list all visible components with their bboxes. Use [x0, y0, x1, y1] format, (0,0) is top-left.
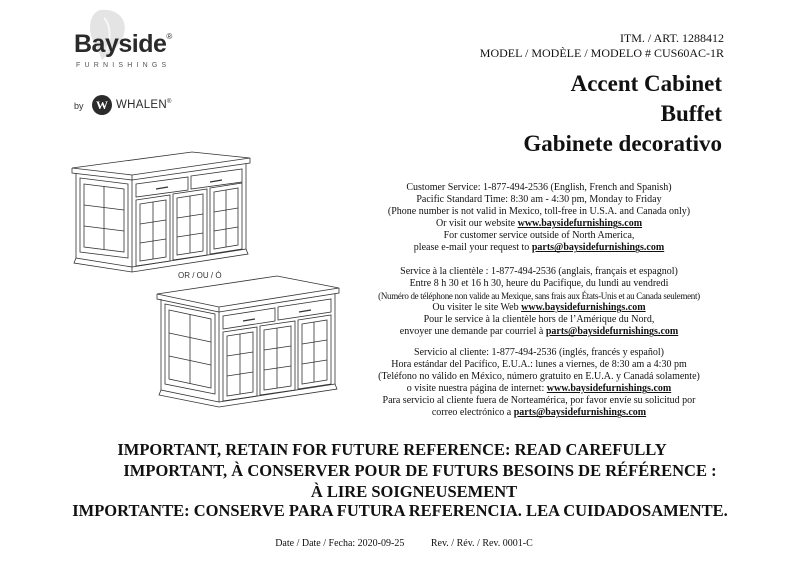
footer-date: Date / Date / Fecha: 2020-09-25: [275, 538, 405, 549]
model-number: MODEL / MODÈLE / MODELO # CUS60AC-1R: [479, 46, 724, 60]
important-notice-french-2: À LIRE SOIGNEUSEMENT: [310, 482, 518, 501]
title-french: Buffet: [660, 101, 722, 126]
or-label: OR / OU / Ó: [178, 271, 222, 280]
website-link[interactable]: www.baysidefurnishings.com: [517, 218, 643, 230]
email-link[interactable]: parts@baysidefurnishings.com: [545, 326, 679, 338]
website-link[interactable]: www.baysidefurnishings.com: [546, 383, 672, 395]
website-link[interactable]: www.baysidefurnishings.com: [521, 302, 646, 314]
service-line: (Phone number is not valid in Mexico, toll-free in U.S.A. and Canada only): [387, 206, 691, 218]
email-link[interactable]: parts@baysidefurnishings.com: [531, 242, 665, 254]
service-line: For customer service outside of North America,: [443, 230, 635, 242]
footer: [0, 538, 808, 549]
cabinet-illustration-bottom: [155, 274, 345, 409]
important-notice-spanish: IMPORTANTE: CONSERVE PARA FUTURA REFERENCIA. LEA CUIDADOSAMENTE.: [72, 501, 728, 520]
brand-name: Bayside®: [74, 30, 172, 58]
email-link[interactable]: parts@baysidefurnishings.com: [513, 407, 647, 419]
customer-service-english: [330, 182, 748, 255]
service-line: please e-mail your request to: [413, 242, 532, 254]
service-line: Ou visiter le site Web: [432, 302, 522, 314]
title-spanish: Gabinete decorativo: [523, 131, 722, 156]
service-line: (Teléfono no válido en México, número gratuito en E.U.A. y Canadá solamente): [378, 371, 700, 383]
cabinet-illustration-top: [70, 148, 260, 273]
title-english: Accent Cabinet: [570, 71, 722, 96]
service-line: Pacific Standard Time: 8:30 am - 4:30 pm, Monday to Friday: [416, 194, 662, 206]
service-line: envoyer une demande par courriel à: [399, 326, 546, 338]
service-line: Para servicio al cliente fuera de Norteamérica, por favor envíe su solicitud por: [382, 395, 696, 407]
service-line: o visite nuestra página de internet:: [406, 383, 547, 395]
service-line: Hora estándar del Pacífico, E.U.A.: lunes a viernes, de 8:30 am a 4:30 pm: [391, 359, 687, 371]
important-notice-french: IMPORTANT, À CONSERVER POUR DE FUTURS BESOINS DE RÉFÉRENCE :: [123, 461, 717, 480]
service-line: correo electrónico a: [431, 407, 514, 419]
by-label: by: [74, 101, 84, 111]
service-line: Servicio al cliente: 1-877-494-2536 (inglés, francés y español): [414, 347, 664, 358]
service-line: (Numéro de téléphone non valide au Mexique, sans frais aux États-Unis et au Canada seulement): [378, 291, 700, 302]
service-line: Entre 8 h 30 et 16 h 30, heure du Pacifique, du lundi au vendredi: [409, 278, 669, 290]
footer-revision: Rev. / Rév. / Rev. 0001-C: [430, 538, 533, 549]
whalen-w-icon: W: [92, 95, 112, 115]
brand-subtitle: FURNISHINGS: [76, 62, 171, 69]
service-line: Service à la clientèle : 1-877-494-2536 (anglais, français et espagnol): [400, 266, 678, 277]
service-line: Customer Service: 1-877-494-2536 (English, French and Spanish): [406, 182, 672, 193]
item-number: ITM. / ART. 1288412: [619, 31, 724, 45]
customer-service-french: [330, 266, 748, 339]
service-line: Or visit our website: [435, 218, 518, 230]
customer-service-spanish: [330, 347, 748, 420]
whalen-name: WHALEN®: [116, 99, 172, 111]
important-notice-english: IMPORTANT, RETAIN FOR FUTURE REFERENCE: READ CAREFULLY: [117, 440, 667, 459]
service-line: Pour le service à la clientèle hors de l’Amérique du Nord,: [423, 314, 655, 326]
